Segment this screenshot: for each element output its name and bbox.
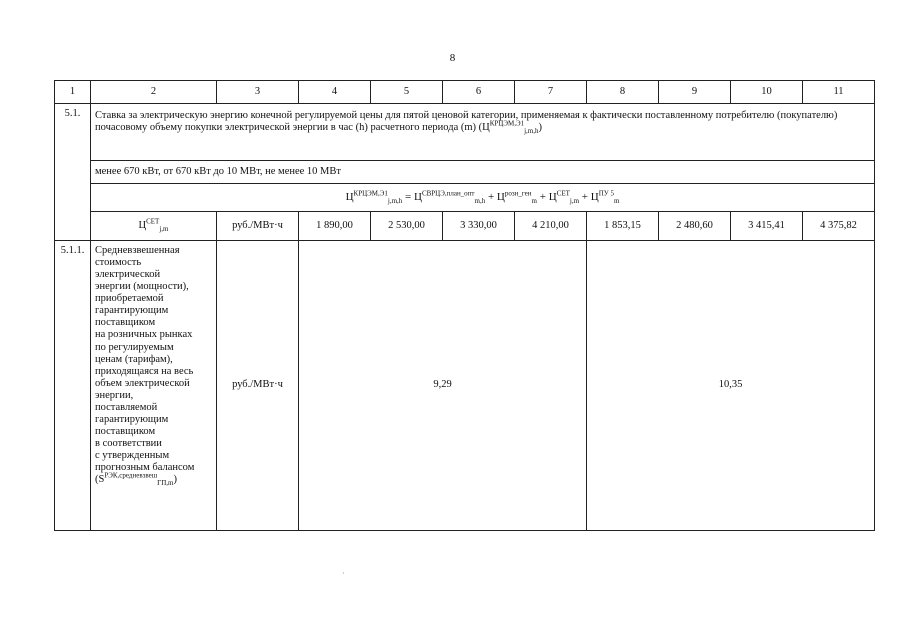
rate-description-text: Ставка за электрическую энергию конечной регулируемой цены для пятой ценовой категории, применяемая к фактически поставленному потребителю (покупателю) почасовому объему покупки электрической энергии в час (h) расчетного периода (m) (Ц [95,110,838,134]
formula-sub: m [531,197,537,206]
description-line: гарантирующим [95,413,169,425]
description-line: Средневзвешенная [95,245,180,256]
row-5-1-1 [55,241,875,531]
tariff-table [54,80,875,531]
row-5-1-subtitle [55,161,875,184]
stray-mark: · [342,569,345,578]
formula-sup: розн_ген [504,189,532,198]
cost-description-lines [95,245,212,474]
description-line: энергии, [95,389,134,401]
formula-sup: СВРЦЭ,план_опт [421,189,475,198]
formula-plus: + [536,191,549,204]
cost-description [91,241,217,531]
row-5-1-values [55,212,875,241]
formula-sup: ПУ 5 [598,189,614,198]
header-cell: 7 [515,81,587,104]
value-cell: 1 853,15 [587,212,659,241]
values-label: $Ц^{СЕТ}_{j,m}$ [91,212,217,241]
value-cell-group-a: 9,29 [299,241,587,531]
value-cell: 2 480,60 [659,212,731,241]
header-cell: 2 [91,81,217,104]
formula-equals: = [402,191,414,204]
header-cell: 6 [443,81,515,104]
description-line: энергии (мощности), [95,281,189,293]
power-ranges: менее 670 кВт, от 670 кВт до 10 МВт, не менее 10 МВт [91,161,875,184]
formula-sub: j,m,h [387,197,403,206]
formula-plus: + [485,191,497,204]
description-line: прогнозным балансом [95,462,195,474]
formula-plus: + [579,191,591,204]
value-cell-group-b: 10,35 [587,241,875,531]
row-5-1-formula [55,184,875,212]
header-cell: 3 [217,81,299,104]
formula-sub: m [613,197,620,206]
value-cell: 3 415,41 [731,212,803,241]
row-number: 5.1.1. [55,241,91,531]
row-5-1-description [55,104,875,161]
formula-sub: j,m [569,197,580,206]
symbol-sub: j,m,h [524,127,539,136]
description-line: в соответствии [95,438,162,449]
formula-term: Ц [345,191,354,204]
unit-cell: руб./МВт·ч [217,241,299,531]
description-line: по регулируемым [95,341,174,353]
rate-formula [91,184,875,212]
rate-description [91,104,875,161]
value-cell: 1 890,00 [299,212,371,241]
value-cell: 2 530,00 [371,212,443,241]
description-line: поставляемой [95,401,158,413]
description-line: приобретаемой [95,293,164,305]
description-line: приходящаяся на весь [95,365,194,377]
formula-term: Ц [496,191,505,204]
description-line: гарантирующим [95,305,169,317]
formula-sup: КРЦЭМ,Э1 [353,189,388,198]
page-number: 8 [449,52,456,64]
symbol-close: ) [538,122,542,134]
value-cell: 4 375,82 [803,212,875,241]
formula-term: Ц [548,191,557,204]
symbol-sup: КРЦЭМ,Э1 [489,119,525,128]
unit-cell: руб./МВт·ч [217,212,299,241]
header-cell: 10 [731,81,803,104]
description-line: электрической [95,269,161,281]
header-cell: 11 [803,81,875,104]
header-cell: 1 [55,81,91,104]
description-line: поставщиком [95,425,156,437]
value-cell: 3 330,00 [443,212,515,241]
row-number: 5.1. [55,104,91,241]
value-cell: 4 210,00 [515,212,587,241]
formula-term: Ц [590,191,599,204]
header-cell: 4 [299,81,371,104]
cost-symbol: $(S^{РЭК,средневзвеш}_{ГП,m})$ [95,471,177,488]
description-line: стоимость [95,257,142,269]
formula-sub: m,h [474,197,486,206]
header-cell: 5 [371,81,443,104]
description-line: на розничных рынках [95,329,193,341]
header-cell: 8 [587,81,659,104]
formula-term: Ц [413,191,422,204]
description-line: объем электрической [95,377,190,389]
header-row [55,81,875,104]
description-line: поставщиком [95,317,156,329]
header-cell: 9 [659,81,731,104]
description-line: с утвержденным [95,450,170,462]
description-line: ценам (тарифам), [95,353,173,365]
formula-sup: СЕТ [556,189,570,198]
